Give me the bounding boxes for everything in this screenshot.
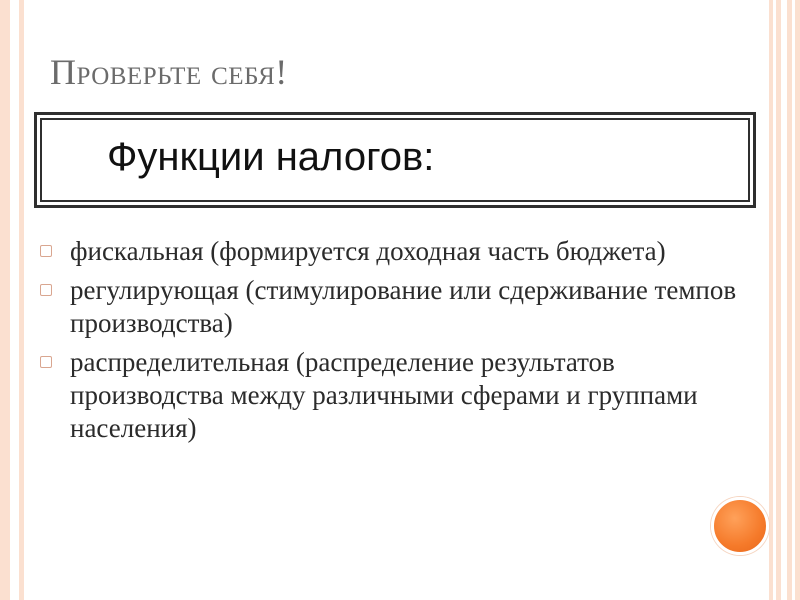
- square-bullet-icon: [40, 284, 52, 296]
- right-frame-band: [769, 0, 800, 600]
- heading-box: [34, 112, 756, 208]
- left-frame-band: [0, 0, 24, 600]
- right-frame-line: [773, 0, 776, 600]
- slide-title: Проверьте себя!: [50, 52, 288, 92]
- list-item: [40, 274, 760, 340]
- left-frame-inner-line: [10, 0, 19, 600]
- right-frame-line: [781, 0, 787, 600]
- bullet-list: [40, 235, 760, 451]
- list-item-text: регулирующая (стимулирование или сдерживание темпов производства): [70, 275, 737, 338]
- square-bullet-icon: [40, 356, 52, 368]
- orange-circle-icon: [711, 497, 769, 555]
- list-item: [40, 235, 760, 268]
- right-frame-line: [792, 0, 795, 600]
- list-item: [40, 346, 760, 445]
- list-item-text: фискальная (формируется доходная часть бюджета): [70, 236, 666, 266]
- heading-box-title: Функции налогов:: [107, 135, 435, 179]
- square-bullet-icon: [40, 245, 52, 257]
- list-item-text: распределительная (распределение результатов производства между различными сферами и группами населения): [70, 347, 698, 443]
